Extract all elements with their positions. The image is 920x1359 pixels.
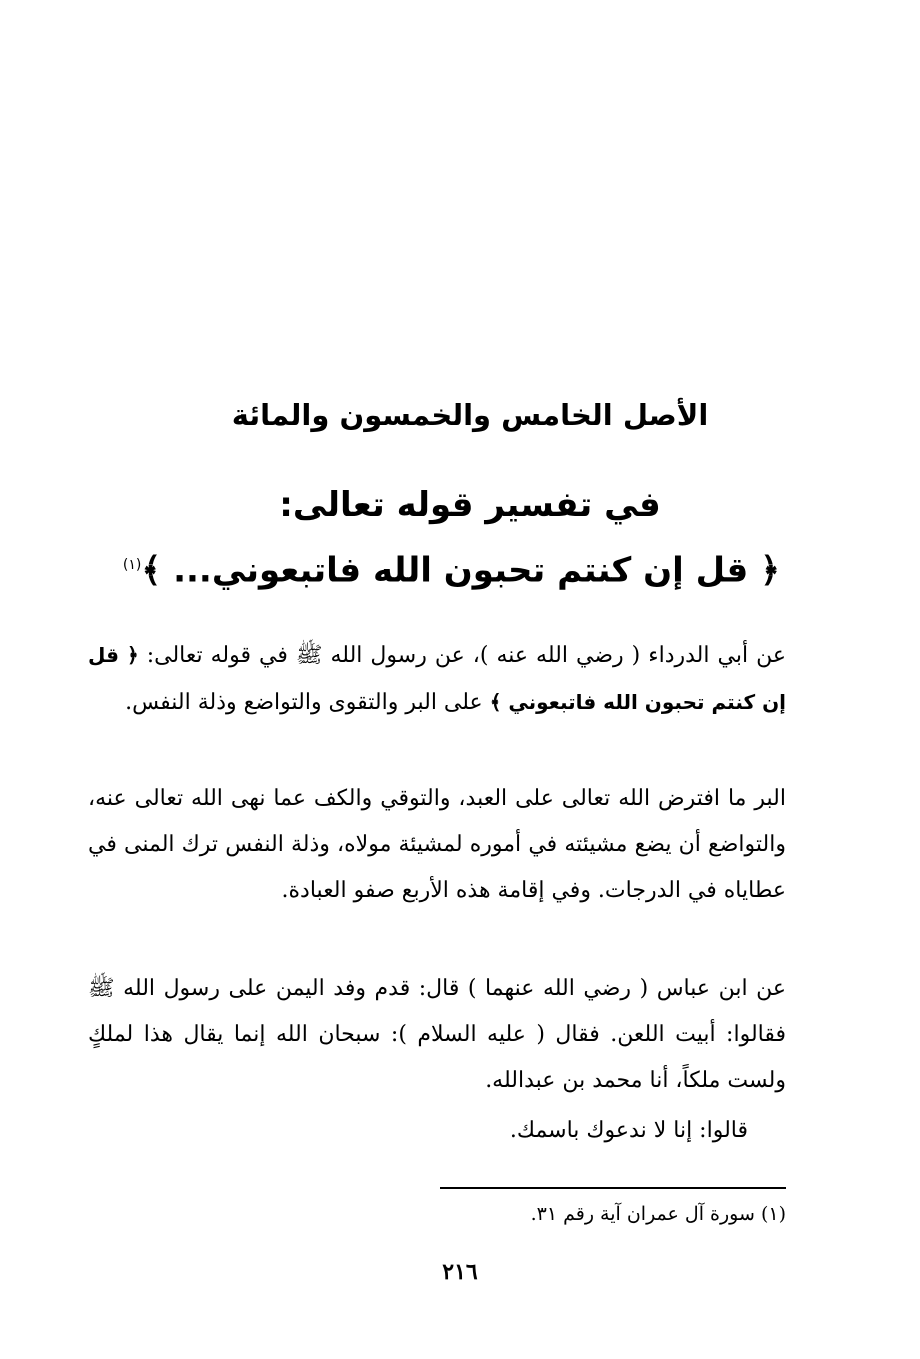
chapter-verse-line <box>122 540 780 595</box>
footnote-divider <box>440 1187 786 1189</box>
chapter-subtitle: في تفسير قوله تعالى: <box>279 485 661 525</box>
page-number: ٢١٦ <box>442 1259 478 1285</box>
paragraph-explanation: البر ما افترض الله تعالى على العبد، والتوقي والكف عما نهى الله تعالى عنه، والتواضع أن يضع مشيئته في أموره لمشيئة مولاه، وذلة النفس ترك المنى في عطاياه في الدرجات. وفي إقامة هذه الأربع صفو العبادة. <box>88 786 786 903</box>
chapter-title: الأصل الخامس والخمسون والمائة <box>231 398 709 432</box>
paragraph-hadith-abu-darda <box>88 632 786 726</box>
footnote: (١) سورة آل عمران آية رقم ٣١. <box>530 1203 786 1225</box>
paragraph-text: على البر والتقوى والتواضع وذلة النفس. <box>125 690 490 715</box>
paragraph-reply: قالوا: إنا لا ندعوك باسمك. <box>509 1118 748 1143</box>
paragraph-text: عن أبي الدرداء ( رضي الله عنه )، عن رسول الله ﷺ في قوله تعالى: <box>138 643 786 668</box>
footnote-reference: (١) <box>122 557 142 573</box>
quranic-quote: ﴿ قل إن كنتم تحبون الله فاتبعوني ﴾ <box>88 643 786 714</box>
chapter-verse: ﴿ قل إن كنتم تحبون الله فاتبعوني... ﴾ <box>141 550 780 591</box>
paragraph-hadith-ibn-abbas: عن ابن عباس ( رضي الله عنهما ) قال: قدم وفد اليمن على رسول الله ﷺ فقالوا: أبيت اللعن. فقال ( عليه السلام ): سبحان الله إنما يقال هذا لملكٍ ولست ملكاً، أنا محمد بن عبدالله. <box>88 976 786 1093</box>
